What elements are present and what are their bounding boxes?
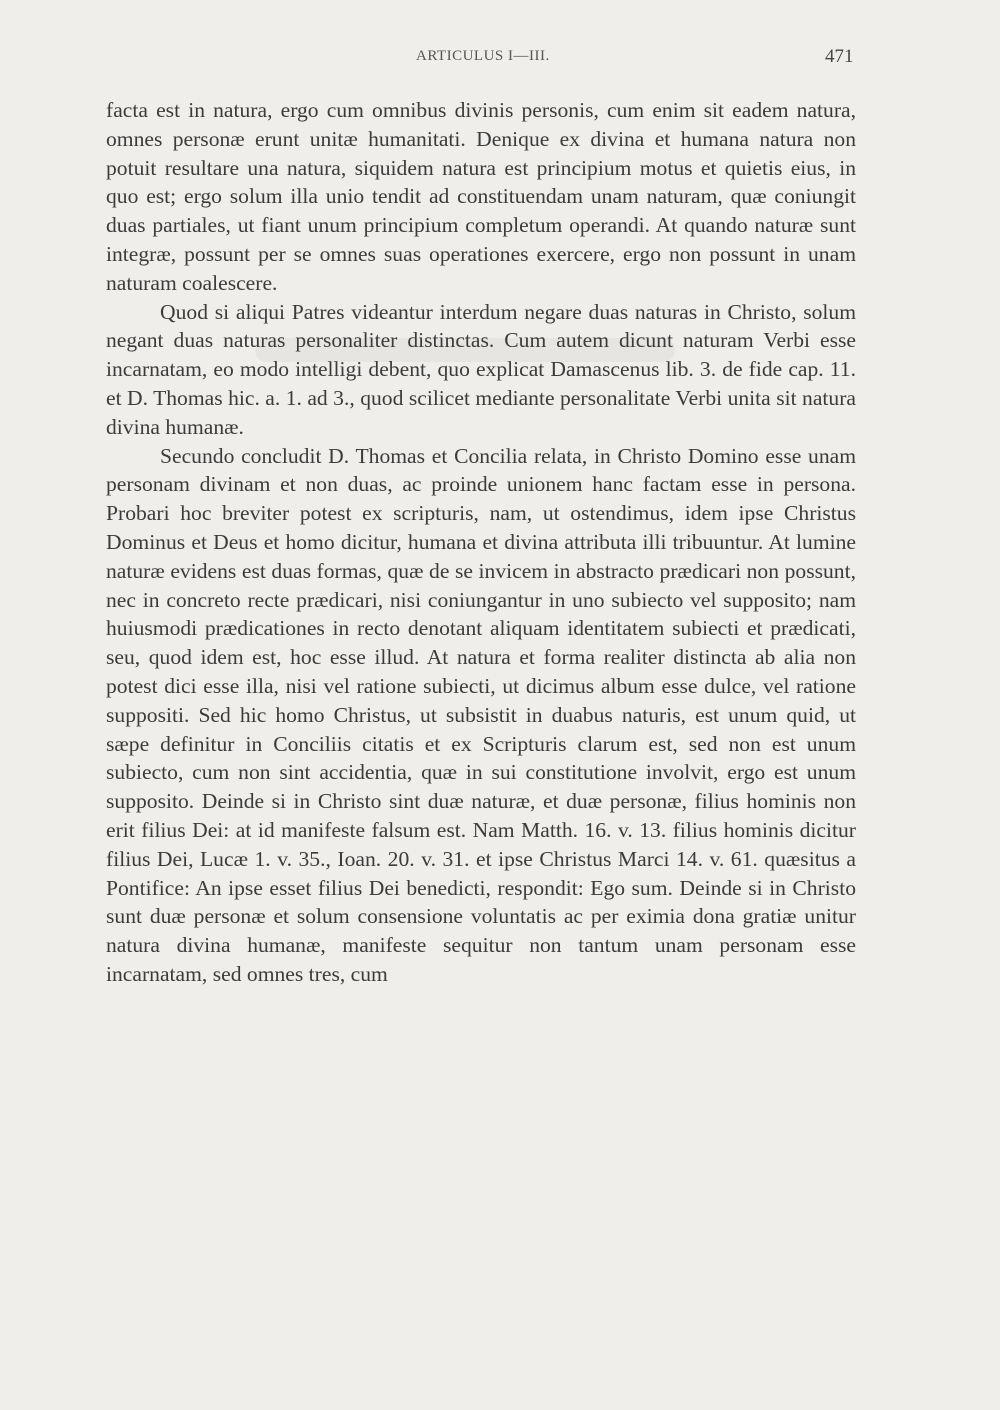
page-number: 471 [825,46,854,67]
running-head [0,48,1000,72]
paragraph-3: Secundo concludit D. Thomas et Concilia relata, in Christo Domino esse unam personam divinam et non duas, ac proinde unionem hanc factam esse in persona. Probari hoc breviter potest ex scripturis, nam, ut ostendimus, idem ipse Christus Dominus et Deus et homo dicitur, humana et divina attributa illi tribuuntur. At lumine naturæ evidens est duas formas, quæ de se invicem in abstracto prædicari non possunt, nec in concreto recte prædicari, nisi coniungantur in uno subiecto vel supposito; nam huiusmodi prædicationes in recto denotant aliquam identitatem subiecti et prædicati, seu, quod idem est, hoc esse illud. At natura et forma realiter distincta ab alia non potest dici esse illa, nisi vel ratione subiecti, ut dicimus album esse dulce, vel ratione suppositi. Sed hic homo Christus, ut subsistit in duabus naturis, est unum quid, ut sæpe definitur in Conciliis citatis et ex Scripturis clarum est, sed non est unum subiecto, cum non sint accidentia, quæ in sui constitutione involvit, ergo est unum supposito. Deinde si in Christo sint duæ naturæ, et duæ personæ, filius hominis non erit filius Dei: at id manifeste falsum est. Nam Matth. 16. v. 13. filius hominis dicitur filius Dei, Lucæ 1. v. 35., Ioan. 20. v. 31. et ipse Christus Marci 14. v. 61. quæsitus a Pontifice: An ipse esset filius Dei benedicti, respondit: Ego sum. Deinde si in Christo sunt duæ personæ et solum consensione voluntatis ac per eximia dona gratiæ unitur natura divina humanæ, manifeste sequitur non tantum unam personam esse incarnatam, sed omnes tres, cum [106,443,856,986]
running-title: ARTICULUS I—III. [416,48,550,64]
paragraph-1: facta est in natura, ergo cum omnibus divinis personis, cum enim sit eadem natura, omnes personæ erunt unitæ humanitati. Denique ex divina et humana natura non potuit resultare una natura, siquidem natura est principium motus et quietis eius, in quo est; ergo solum illa unio tendit ad constituendam unam naturam, quæ coniungit duas partiales, ut fiant unum principium completum operandi. At quando naturæ sunt integræ, possunt per se omnes suas operationes exercere, ergo non possunt in unam naturam coalescere. [106,98,856,295]
body-text [106,96,856,989]
paragraph-2: Quod si aliqui Patres videantur interdum negare duas naturas in Christo, solum negant duas naturas personaliter distinctas. Cum autem dicunt naturam Verbi esse incarnatam, eo modo intelligi debent, quo explicat Damascenus lib. 3. de fide cap. 11. et D. Thomas hic. a. 1. ad 3., quod scilicet mediante personalitate Verbi unita sit natura divina humanæ. [106,299,856,439]
